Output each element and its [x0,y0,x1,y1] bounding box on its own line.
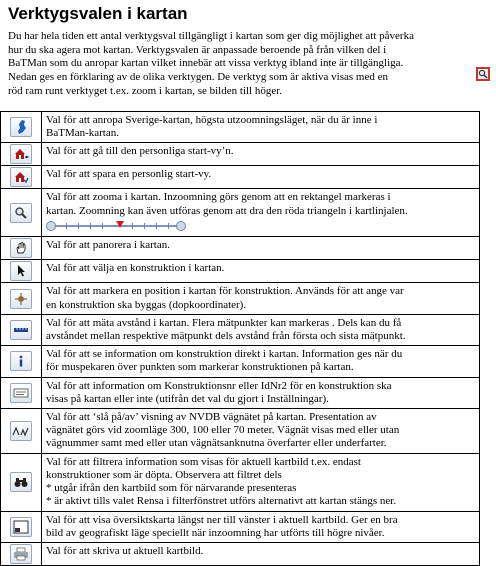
select-arrow-icon [10,261,32,281]
print-icon [10,544,32,564]
tool-description-line: Val för att visa översiktskarta längst ner till vänster i aktuell kartbild. Ger en bra [46,513,398,526]
tool-description-line: Val för att spara en personlig start-vy. [46,168,212,181]
intro-line: Du har hela tiden ett antal verktygsval tillgängligt i kartan som ger dig möjlighet att påverka [8,30,414,42]
zoom-ruler-tick [132,223,133,229]
tool-table [0,111,480,566]
tool-row [1,409,480,454]
tool-description-line: bild av geografiskt läge speciellt när inzoomning har utförts till högre nivåer. [46,526,385,539]
zoom-out-end-icon [46,221,56,231]
home-start-icon [10,144,32,164]
page-title: Verktygsvalen i kartan [8,4,188,23]
tool-row [1,283,480,314]
zoom-ruler-tick [144,223,145,229]
zoom-ruler-tick [156,223,157,229]
tool-description-line: vägnätet görs vid zoomläge 300, 100 eller 70 meter. Vägnät visas med eller utan [46,424,400,437]
tool-description-line: Val för att gå till den personliga start-vy’n. [46,145,234,158]
sweden-map-icon [10,117,32,137]
nvdb-icon [10,421,32,441]
tool-row [1,543,480,566]
filter-binoculars-icon [10,472,32,492]
tool-description-line: visas på kartan eller inte (utifrån det val du gjort i Inställningar). [46,392,329,405]
tool-row [1,260,480,283]
document-page [8,4,488,99]
zoom-in-end-icon [176,221,186,231]
active-zoom-example-icon [476,67,490,81]
overview-map-icon [10,517,32,537]
zoom-ruler-tick [66,223,67,229]
construction-number-icon [10,383,32,403]
tool-row [1,143,480,166]
zoom-ruler-tick [168,223,169,229]
tool-description-line: en konstruktion ska byggas (dopkoordinater). [46,298,247,311]
tool-description-line: Val för att se information om konstruktion direkt i kartan. Information ges när du [46,348,403,361]
info-icon [10,351,32,371]
tool-row [1,346,480,377]
tool-description-line: Val för att zooma i kartan. Inzoomning görs genom att en rektangel markeras i [46,191,391,204]
tool-description-line: Val för att mäta avstånd i kartan. Flera mätpunkter kan markeras . Dels kan du få [46,316,402,329]
tool-row [1,453,480,511]
tool-description-line: Val för att filtrera information som visas för aktuell kartbild t.ex. endast [46,455,361,468]
pan-hand-icon [10,238,32,258]
zoom-ruler-tick [102,223,103,229]
mark-position-icon [10,289,32,309]
tool-row [1,314,480,345]
zoom-icon [10,203,32,223]
tool-description-line: Val för att anropa Sverige-kartan, högsta utzoomningsläget, när du är inne i [46,114,378,126]
tool-row [1,377,480,408]
tool-description-line: Val för att skriva ut aktuell kartbild. [46,545,204,558]
tool-description-line: för muspekaren över punkten som markerar konstruktionen på kartan. [46,361,354,374]
tool-description-line: Val för att markera en position i kartan för konstruktion. Används för att ange var [46,285,404,298]
zoom-ruler-tick [90,223,91,229]
tool-description-line: Val för att ‘slå på/av’ visning av NVDB vägnätet på kartan. Presentation av [46,411,377,424]
intro-line: BaTMan som du anropar kartan vilket innebär att vissa verktyg ibland inte är tillgängliga. [8,57,404,70]
intro-line: Nedan ges en förklaring av de olika verktygen. De verktyg som är aktiva visas med en [8,71,388,84]
intro-line: röd ram runt verktyget t.ex. zoom i kartan, se bilden till höger. [8,84,283,97]
tool-description-line: Val för att information om Konstruktionsnr eller IdNr2 för en konstruktion ska [46,379,392,392]
tool-row [1,511,480,542]
tool-description-line: * är aktivt tills valet Rensa i filterfönstret utförs alternativt att kartan stängs ner. [46,495,397,508]
tool-row [1,166,480,189]
tool-description-line: * utgår ifrån den kartbild som för närvarande presenteras [46,482,297,495]
tool-description-line: BaTMan-kartan. [46,127,119,140]
tool-row [1,237,480,260]
tool-description-line: vägnummer samt med eller utan vägnätsanknutna överfarter eller underfarter. [46,437,387,450]
tool-row [1,112,480,143]
tool-description-line: Val för att panorera i kartan. [46,239,170,252]
save-start-icon [10,167,32,187]
tool-description-line: konstruktioner som är döpta. Observera att filtret dels [46,468,282,481]
map-zoom-ruler [46,220,186,232]
zoom-ruler-tick [78,223,79,229]
tool-description-line: avståndet mellan respektive mätpunkt dels avstånd från första och sista mätpunkt. [46,330,406,343]
zoom-triangle-icon [116,221,124,228]
tool-row [1,189,480,237]
intro-line: hur du ska agera mot kartan. Verktygsvalen är anpassade beroende på från vilken del i [8,43,387,56]
measure-icon [10,320,32,340]
tool-description-line: Val för att välja en konstruktion i kartan. [46,262,225,275]
tool-description-line: kartan. Zoomning kan även utföras genom att dra den röda triangeln i kartlinjalen. [46,204,408,217]
intro-paragraph [8,30,458,99]
